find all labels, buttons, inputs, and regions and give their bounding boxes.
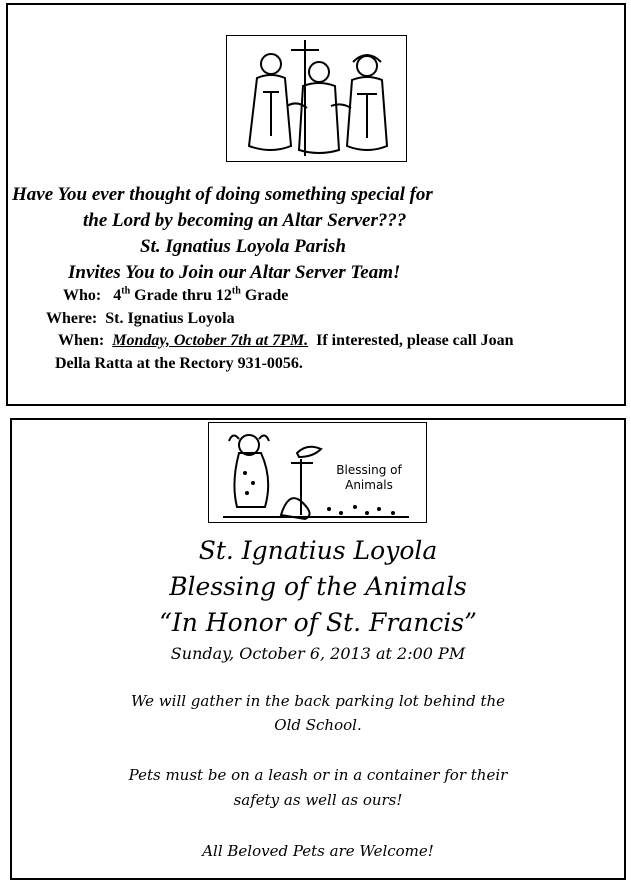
location-line-1: We will gather in the back parking lot behind the [130,692,506,710]
contact-line: Della Ratta at the Rectory 931-0056. [55,355,303,372]
parish-name: St. Ignatius Loyola Parish [140,236,346,257]
where-value: St. Ignatius Loyola [105,310,235,327]
who-row [63,285,289,304]
event-date: Sunday, October 6, 2013 at 2:00 PM [170,644,466,663]
when-row [58,333,514,349]
who-from-suffix: th [121,285,131,297]
intro-line-1: Have You ever thought of doing something special for [12,184,433,205]
blessing-of-animals-illustration [208,422,427,523]
event-parish-title: St. Ignatius Loyola [198,536,438,565]
image-caption [319,463,419,493]
altar-servers-illustration [226,35,407,162]
image-caption-line-2: Animals [345,478,393,492]
event-subtitle: “In Honor of St. Francis” [159,608,477,637]
altar-server-flyer [6,3,626,406]
when-value: Monday, October 7th at 7PM. [112,332,309,349]
location-line-2: Old School. [274,716,362,734]
invitation-line: Invites You to Join our Altar Server Team! [68,262,401,283]
blessing-of-animals-flyer [10,418,626,880]
intro-line-2: the Lord by becoming an Altar Server??? [83,210,407,231]
pets-rule-line-1: Pets must be on a leash or in a container for their [128,766,508,784]
who-end: Grade [240,287,289,304]
when-label: When: [58,332,105,349]
welcome-line: All Beloved Pets are Welcome! [202,842,434,860]
where-label: Where: [46,310,98,327]
who-label: Who: [63,287,102,304]
who-from-num: 4 [113,287,122,304]
image-caption-line-1: Blessing of [336,463,402,477]
event-title: Blessing of the Animals [169,572,467,601]
who-mid: Grade thru 12 [130,287,232,304]
altar-servers-drawing [227,36,406,161]
who-to-suffix: th [231,285,241,297]
where-row [46,311,235,327]
pets-rule-line-2: safety as well as ours! [233,791,403,809]
when-rest: If interested, please call Joan [316,332,514,349]
